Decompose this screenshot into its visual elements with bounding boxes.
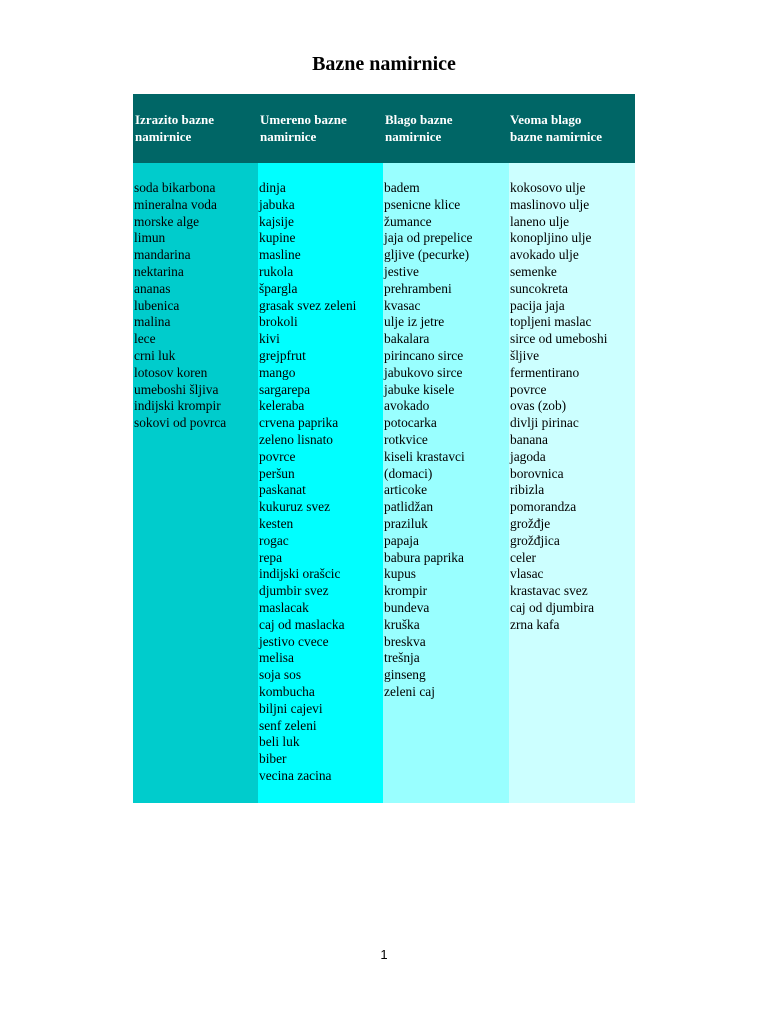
food-item: grejpfrut	[259, 347, 306, 363]
food-table	[133, 94, 635, 803]
food-item: ulje iz jetre	[384, 314, 445, 330]
food-item: gljive (pecurke)	[384, 247, 470, 263]
food-item: kupine	[259, 230, 296, 246]
food-item: semenke	[510, 263, 557, 279]
food-item: rotkvice	[384, 431, 428, 447]
food-item: breskva	[384, 633, 426, 649]
food-item: babura paprika	[384, 549, 464, 565]
food-item: jestivo cvece	[259, 633, 329, 649]
food-item: keleraba	[259, 398, 305, 414]
food-item: pacija jaja	[510, 297, 565, 313]
food-item: kivi	[259, 331, 280, 347]
column-header-very-mildly-alkaline	[510, 111, 630, 145]
food-item: vlasac	[510, 566, 544, 582]
food-item: ribizla	[510, 482, 545, 498]
food-item: (domaci)	[384, 465, 433, 481]
food-item: nektarina	[134, 263, 184, 279]
food-item: praziluk	[384, 515, 428, 531]
column-header-line: namirnice	[135, 129, 192, 144]
food-item: prehrambeni	[384, 280, 452, 296]
food-item: povrce	[510, 381, 547, 397]
food-item: povrce	[259, 448, 296, 464]
food-item: konopljino ulje	[510, 230, 592, 246]
food-item: kupus	[384, 566, 416, 582]
food-item: maslinovo ulje	[510, 196, 590, 212]
food-item: morske alge	[134, 213, 200, 229]
food-item: kajsije	[259, 213, 294, 229]
food-item: lece	[134, 331, 156, 347]
food-item: bundeva	[384, 599, 430, 615]
food-item: peršun	[259, 465, 295, 481]
food-item: avokado	[384, 398, 430, 414]
food-item: jestive	[384, 263, 419, 279]
food-item: soja sos	[259, 667, 302, 683]
food-item: žumance	[384, 213, 432, 229]
page-number: 1	[380, 947, 388, 962]
food-item: pomorandza	[510, 499, 577, 515]
food-item: biber	[259, 751, 287, 767]
food-item: articoke	[384, 482, 428, 498]
food-item: jabuka	[259, 196, 295, 212]
food-item: pirincano sirce	[384, 347, 464, 363]
food-item: mango	[259, 364, 296, 380]
food-item: zeleno lisnato	[259, 431, 333, 447]
food-item: divlji pirinac	[510, 415, 579, 431]
food-item: jabukovo sirce	[384, 364, 463, 380]
food-item: sokovi od povrca	[134, 415, 227, 431]
food-item: grožđjica	[510, 532, 560, 548]
food-item: dinja	[259, 180, 286, 195]
column-header-very-alkaline	[135, 111, 255, 145]
food-item: banana	[510, 431, 548, 447]
food-item: psenicne klice	[384, 196, 461, 212]
food-item: šljive	[510, 347, 540, 363]
document-title: Bazne namirnice	[312, 53, 456, 75]
food-item: avokado ulje	[510, 247, 579, 263]
food-item: caj od djumbira	[510, 599, 595, 615]
food-item: jabuke kisele	[384, 381, 455, 397]
food-item: kruška	[384, 616, 420, 632]
column-header-line: namirnice	[260, 129, 317, 144]
food-item: krastavac svez	[510, 583, 588, 599]
food-item: sirce od umeboshi	[510, 331, 608, 347]
food-item: umeboshi šljiva	[134, 381, 219, 397]
food-item: lubenica	[134, 297, 180, 313]
column-header-line: Umereno bazne	[260, 112, 347, 127]
food-item: borovnica	[510, 465, 564, 481]
food-item: indijski orašcic	[259, 566, 341, 582]
food-item: crvena paprika	[259, 415, 339, 431]
food-item: indijski krompir	[134, 398, 221, 414]
food-item: zrna kafa	[510, 616, 560, 632]
food-item: sargarepa	[259, 381, 311, 397]
food-item: brokoli	[259, 314, 298, 330]
food-item: trešnja	[384, 650, 420, 666]
food-item: malina	[134, 314, 171, 330]
food-item: mineralna voda	[134, 196, 217, 212]
food-item: patlidžan	[384, 499, 434, 515]
food-item: zeleni caj	[384, 683, 435, 699]
food-item: biljni cajevi	[259, 700, 323, 716]
food-item: ovas (zob)	[510, 398, 567, 414]
column-header-line: Izrazito bazne	[135, 112, 215, 127]
column-header-line: Veoma blago	[510, 112, 582, 127]
column-very-mildly-alkaline	[509, 163, 635, 803]
food-item: badem	[384, 180, 420, 195]
food-item: kiseli krastavci	[384, 448, 465, 464]
food-item: beli luk	[259, 734, 300, 750]
food-item: jaja od prepelice	[384, 230, 473, 246]
food-item: rogac	[259, 532, 289, 548]
food-item: lotosov koren	[134, 364, 208, 380]
food-item: kvasac	[384, 297, 421, 313]
food-item: kombucha	[259, 683, 315, 699]
food-item: repa	[259, 549, 283, 565]
food-item: senf zeleni	[259, 717, 317, 733]
food-item: fermentirano	[510, 364, 580, 380]
food-item: krompir	[384, 583, 428, 599]
food-item: paskanat	[259, 482, 306, 498]
food-item: melisa	[259, 650, 294, 666]
food-item: jagoda	[510, 448, 546, 464]
food-item: ananas	[134, 280, 171, 296]
food-item: crni luk	[134, 347, 176, 363]
food-item: celer	[510, 549, 537, 565]
food-item: djumbir svez	[259, 583, 329, 599]
food-item: masline	[259, 247, 301, 263]
column-header-mildly-alkaline	[385, 111, 505, 145]
food-item: ginseng	[384, 667, 426, 683]
food-item: limun	[134, 230, 166, 246]
food-item: soda bikarbona	[134, 180, 216, 195]
column-very-alkaline	[133, 163, 258, 803]
food-item: kesten	[259, 515, 294, 531]
food-item: bakalara	[384, 331, 430, 347]
food-item: potocarka	[384, 415, 437, 431]
food-item: kokosovo ulje	[510, 180, 586, 195]
food-item: caj od maslacka	[259, 616, 345, 632]
column-header-line: bazne namirnice	[510, 129, 603, 144]
food-item: vecina zacina	[259, 767, 332, 783]
food-item: maslacak	[259, 599, 309, 615]
food-item: laneno ulje	[510, 213, 570, 229]
food-item: topljeni maslac	[510, 314, 592, 330]
food-item: suncokreta	[510, 280, 569, 296]
food-item: rukola	[259, 263, 294, 279]
column-header-line: namirnice	[385, 129, 442, 144]
food-item: grasak svez zeleni	[259, 297, 357, 313]
column-header-moderately-alkaline	[260, 111, 380, 145]
column-header-line: Blago bazne	[385, 112, 453, 127]
column-moderately-alkaline	[258, 163, 383, 803]
food-item: kukuruz svez	[259, 499, 331, 515]
column-mildly-alkaline	[383, 163, 509, 803]
food-item: grožđje	[510, 515, 551, 531]
food-item: mandarina	[134, 247, 191, 263]
food-item: špargla	[259, 280, 298, 296]
food-item: papaja	[384, 532, 419, 548]
